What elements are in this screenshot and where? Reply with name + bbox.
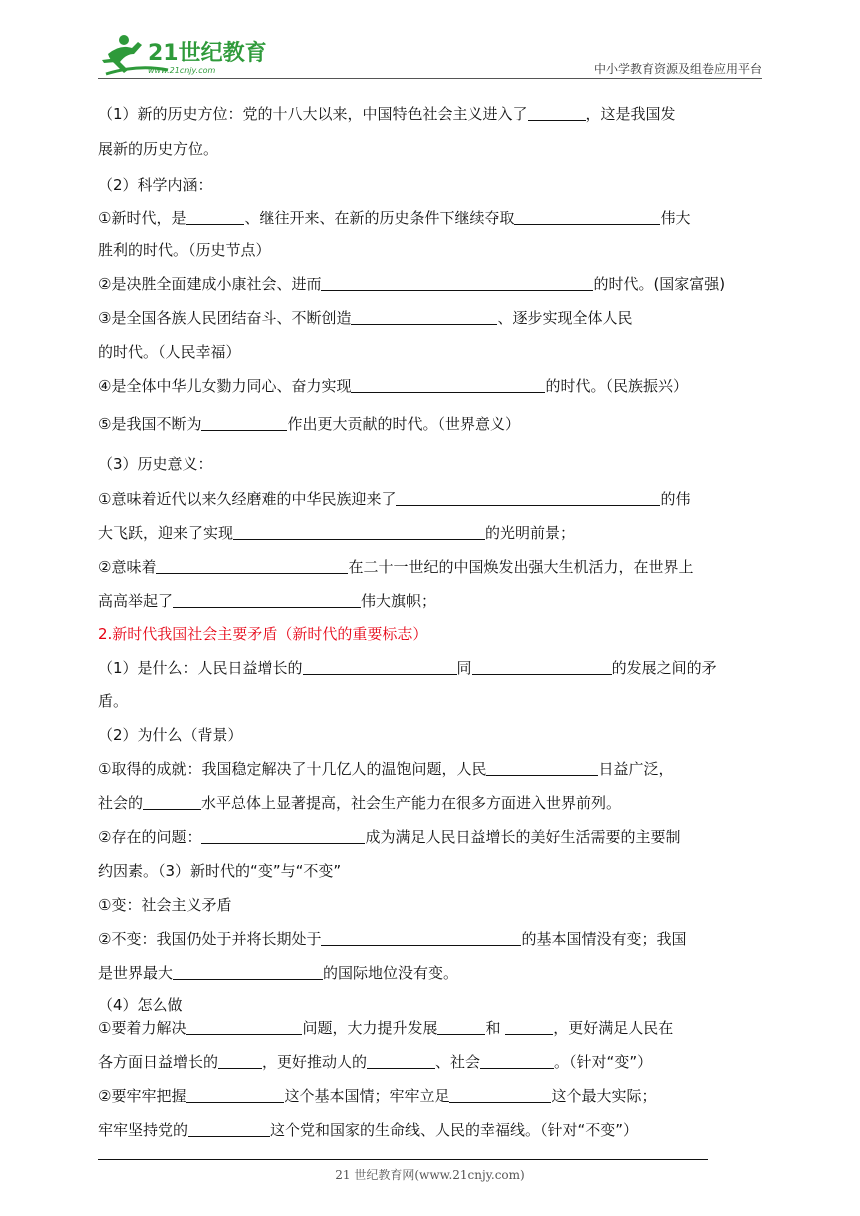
text-line: （1）是什么：人民日益增长的 同 的发展之间的矛 <box>98 659 717 677</box>
fill-blank <box>143 795 201 810</box>
text-line: （4）怎么做 <box>98 996 183 1014</box>
fill-blank <box>188 1122 270 1137</box>
fill-blank <box>351 310 497 325</box>
fill-blank <box>528 106 586 121</box>
fill-blank <box>201 829 365 844</box>
fill-blank <box>186 210 244 225</box>
text-line: ④是全体中华儿女勠力同心、奋力实现 的时代。（民族振兴） <box>98 377 688 395</box>
text-line: ②要牢牢把握 这个基本国情；牢牢立足 这个最大实际； <box>98 1087 657 1105</box>
text-line: 高高举起了 伟大旗帜； <box>98 592 437 610</box>
text-line: ①要着力解决 问题，大力提升发展 和 ，更好满足人民在 <box>98 1019 674 1037</box>
fill-blank <box>233 525 485 540</box>
text-line: 社会的 水平总体上显著提高，社会生产能力在很多方面进入世界前列。 <box>98 794 622 812</box>
text-line: （3）历史意义： <box>98 455 213 473</box>
text-line: ②意味着 在二十一世纪的中国焕发出强大生机活力，在世界上 <box>98 558 694 576</box>
fill-blank <box>303 660 457 675</box>
text-line: ⑤是我国不断为 作出更大贡献的时代。（世界意义） <box>98 415 520 433</box>
fill-blank <box>218 1054 262 1069</box>
page-header <box>98 30 762 80</box>
text-line: ①取得的成就：我国稳定解决了十几亿人的温饱问题，人民 日益广泛， <box>98 760 674 778</box>
text-line: （1）新的历史方位：党的十八大以来，中国特色社会主义进入了 ，这是我国发 <box>98 105 676 123</box>
footer-divider <box>98 1159 708 1160</box>
text-line: 是世界最大 的国际地位没有变。 <box>98 964 459 982</box>
fill-blank <box>156 559 348 574</box>
text-line: ①新时代，是 、继往开来、在新的历史条件下继续夺取 伟大 <box>98 209 691 227</box>
text-line: 胜利的时代。（历史节点） <box>98 241 271 259</box>
fill-blank <box>472 660 612 675</box>
text-line: 各方面日益增长的 ，更好推动人的 、社会 。（针对“变”） <box>98 1053 653 1071</box>
fill-blank <box>437 1020 485 1035</box>
text-line: ①变：社会主义矛盾 <box>98 896 232 914</box>
text-line: （2）科学内涵： <box>98 176 213 194</box>
logo-url: www.21cnjy.com <box>148 66 216 75</box>
fill-blank <box>186 1020 302 1035</box>
fill-blank <box>505 1020 553 1035</box>
text-line: （2）为什么（背景） <box>98 726 243 744</box>
fill-blank <box>321 276 593 291</box>
fill-blank <box>396 491 660 506</box>
text-line: 展新的历史方位。 <box>98 140 219 158</box>
text-line: 盾。 <box>98 692 129 710</box>
section-heading: 2.新时代我国社会主要矛盾（新时代的重要标志） <box>98 625 428 643</box>
logo-text: 21世纪教育 <box>148 41 267 66</box>
fill-blank <box>201 416 287 431</box>
fill-blank <box>173 593 361 608</box>
platform-name: 中小学教育资源及组卷应用平台 <box>593 62 762 76</box>
fill-blank <box>186 1088 284 1103</box>
text-line: 的时代。（人民幸福） <box>98 343 241 361</box>
text-line: ①意味着近代以来久经磨难的中华民族迎来了 的伟 <box>98 490 691 508</box>
fill-blank <box>173 965 323 980</box>
fill-blank <box>321 931 521 946</box>
text-line: ②不变：我国仍处于并将长期处于 的基本国情没有变；我国 <box>98 930 687 948</box>
fill-blank <box>486 761 598 776</box>
text-line: ③是全国各族人民团结奋斗、不断创造 、逐步实现全体人民 <box>98 309 633 327</box>
fill-blank <box>449 1088 551 1103</box>
text-line: 大飞跃，迎来了实现 的光明前景； <box>98 524 576 542</box>
text-line: 约因素。（3）新时代的“变”与“不变” <box>98 862 342 880</box>
fill-blank <box>514 210 660 225</box>
text-line: ②存在的问题： 成为满足人民日益增长的美好生活需要的主要制 <box>98 828 681 846</box>
text-line: 牢牢坚持党的 这个党和国家的生命线、人民的幸福线。（针对“不变”） <box>98 1121 639 1139</box>
header-divider <box>98 78 762 79</box>
fill-blank <box>367 1054 435 1069</box>
fill-blank <box>351 378 545 393</box>
page-footer: 21 世纪教育网(www.21cnjy.com) <box>335 1168 525 1182</box>
fill-blank <box>480 1054 554 1069</box>
text-line: ②是决胜全面建成小康社会、进而 的时代。(国家富强) <box>98 275 726 293</box>
site-logo <box>98 30 268 78</box>
